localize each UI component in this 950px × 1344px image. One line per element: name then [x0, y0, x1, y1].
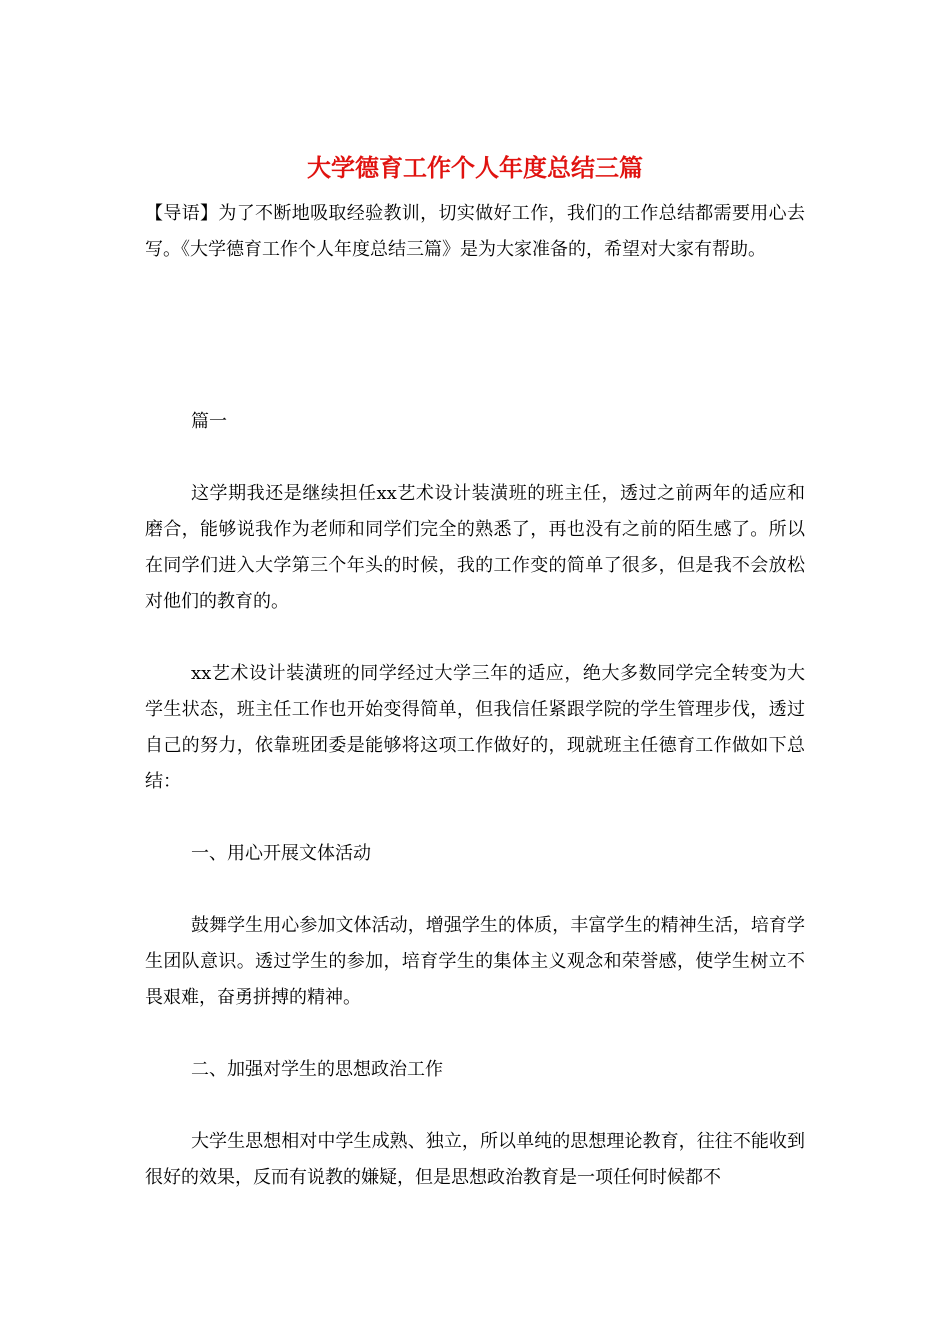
- document-title: 大学德育工作个人年度总结三篇: [307, 153, 643, 182]
- heading-political-work: 二、加强对学生的思想政治工作: [191, 1059, 443, 1080]
- heading-cultural-sports: 一、用心开展文体活动: [191, 843, 371, 864]
- body-paragraph-3: 鼓舞学生用心参加文体活动，增强学生的体质，丰富学生的精神生活，培育学生团队意识。透过学生的参加，培育学生的集体主义观念和荣誉感，使学生树立不畏艰难，奋勇拼搏的精神。: [145, 915, 805, 1008]
- section-label: 篇一: [191, 411, 227, 432]
- intro-paragraph: 【导语】为了不断地吸取经验教训，切实做好工作，我们的工作总结都需要用心去写。《大学德育工作个人年度总结三篇》是为大家准备的，希望对大家有帮助。: [145, 203, 805, 260]
- body-paragraph-4: 大学生思想相对中学生成熟、独立，所以单纯的思想理论教育，往往不能收到很好的效果，反而有说教的嫌疑，但是思想政治教育是一项任何时候都不: [145, 1131, 805, 1188]
- body-paragraph-2: xx艺术设计装潢班的同学经过大学三年的适应，绝大多数同学完全转变为大学生状态，班主任工作也开始变得简单，但我信任紧跟学院的学生管理步伐，透过自己的努力，依靠班团委是能够将这项工作做好的，现就班主任德育工作做如下总结：: [145, 663, 805, 792]
- body-paragraph-1: 这学期我还是继续担任xx艺术设计装潢班的班主任，透过之前两年的适应和磨合，能够说我作为老师和同学们完全的熟悉了，再也没有之前的陌生感了。所以在同学们进入大学第三个年头的时候，我的工作变的简单了很多，但是我不会放松对他们的教育的。: [145, 483, 805, 612]
